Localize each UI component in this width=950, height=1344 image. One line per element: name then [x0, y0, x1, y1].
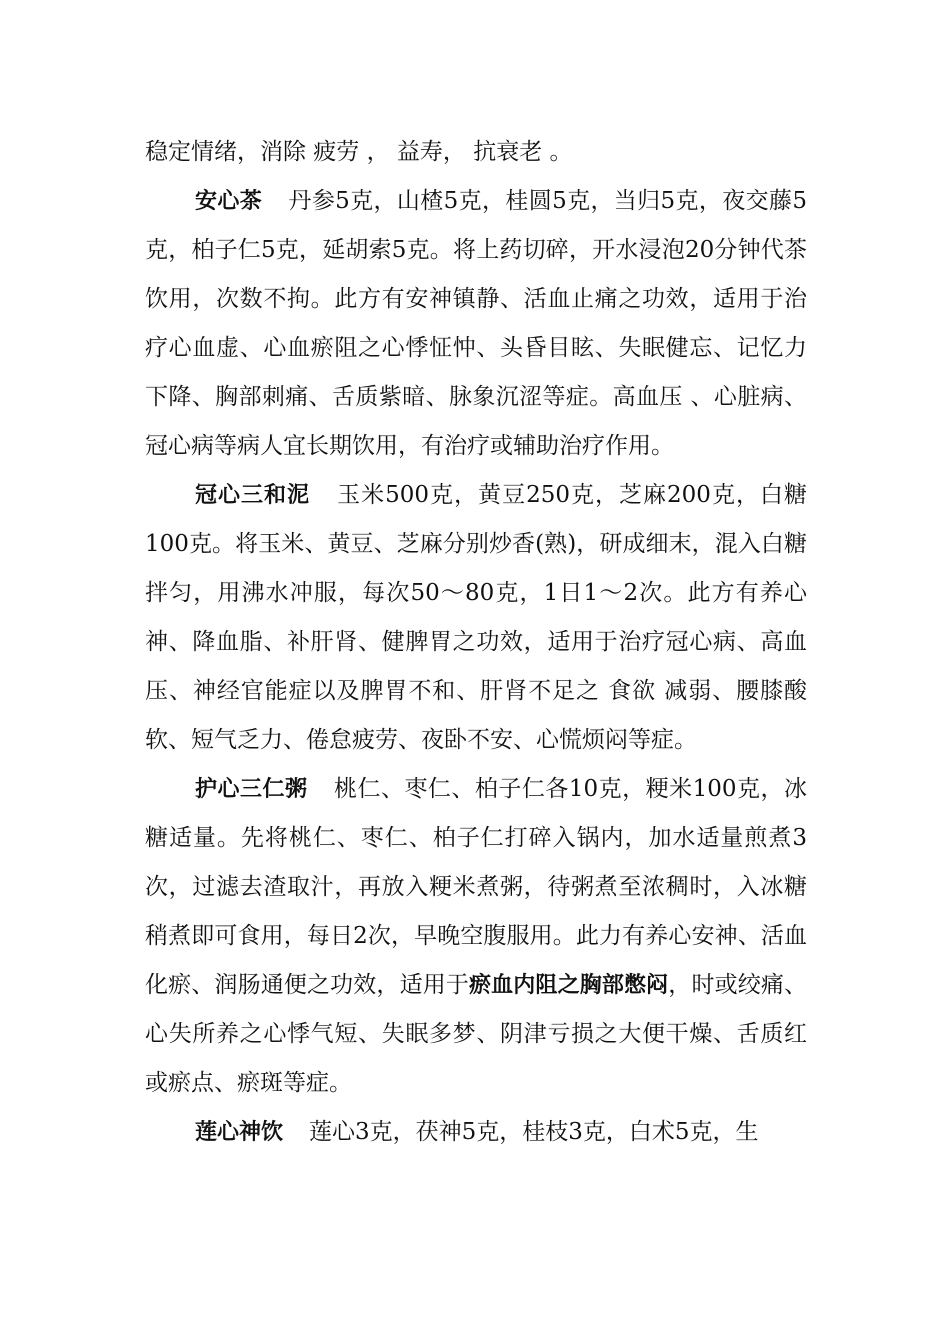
recipe-text: 莲心3克，茯神5克，桂枝3克，白术5克，生 [309, 1119, 759, 1145]
recipe-text: 丹参5克，山楂5克，桂圆5克，当归5克，夜交藤5克，柏子仁5克，延胡索5克。将上药切碎，开水浸泡20分钟代茶饮用，次数不拘。此方有安神镇静、活血止痛之功效，适用于治疗心血虚、心血瘀阻之心悸怔忡、头昏目眩、失眠健忘、记忆力下降、胸部刺痛、舌质紫暗、脉象沉涩等症。高血压 、心脏病、冠心病等病人宜长期饮用，有治疗或辅助治疗作用。 [145, 188, 807, 459]
recipe-huxin-sanren-porridge [145, 765, 807, 1108]
recipe-text-continued: ，时或绞痛、心失所养之心悸气短、失眠多梦、阴津亏损之大便干燥、舌质红或瘀点、瘀斑等症。 [145, 972, 808, 1096]
recipe-title: 安心茶 [195, 189, 263, 214]
recipe-title: 护心三仁粥 [195, 777, 308, 802]
recipe-title: 冠心三和泥 [195, 483, 311, 508]
recipe-title: 莲心神饮 [195, 1120, 284, 1145]
recipe-text: 玉米500克，黄豆250克，芝麻200克，白糖100克。将玉米、黄豆、芝麻分别炒香(熟)，研成细末，混入白糖拌匀，用沸水冲服，每次50～80克，1日1～2次。此方有养心神、降血脂、补肝肾、健脾胃之功效，适用于治疗冠心病、高血压、神经官能症以及脾胃不和、肝肾不足之 食欲 减弱、腰膝酸软、短气乏力、倦怠疲劳、夜卧不安、心慌烦闷等症。 [145, 482, 807, 753]
paragraph-continuation [145, 128, 807, 177]
emphasized-text: 瘀血内阻之胸部憋闷 [469, 973, 669, 998]
recipe-guanxin-sanhe-ni [145, 471, 807, 765]
recipe-text: 桃仁、枣仁、柏子仁各10克，粳米100克，冰糖适量。先将桃仁、枣仁、柏子仁打碎入锅内，加水适量煎煮3次，过滤去渣取汁，再放入粳米煮粥，待粥煮至浓稠时，入冰糖稍煮即可食用，每日2次，早晚空腹服用。此力有养心安神、活血化瘀、润肠通便之功效，适用于 [145, 776, 807, 998]
recipe-lianxin-shen-drink [145, 1108, 807, 1157]
paragraph-text: 稳定情绪，消除 疲劳 ， 益寿， 抗衰老 。 [145, 139, 573, 165]
document-page [145, 128, 807, 1157]
recipe-anxin-tea [145, 177, 807, 471]
